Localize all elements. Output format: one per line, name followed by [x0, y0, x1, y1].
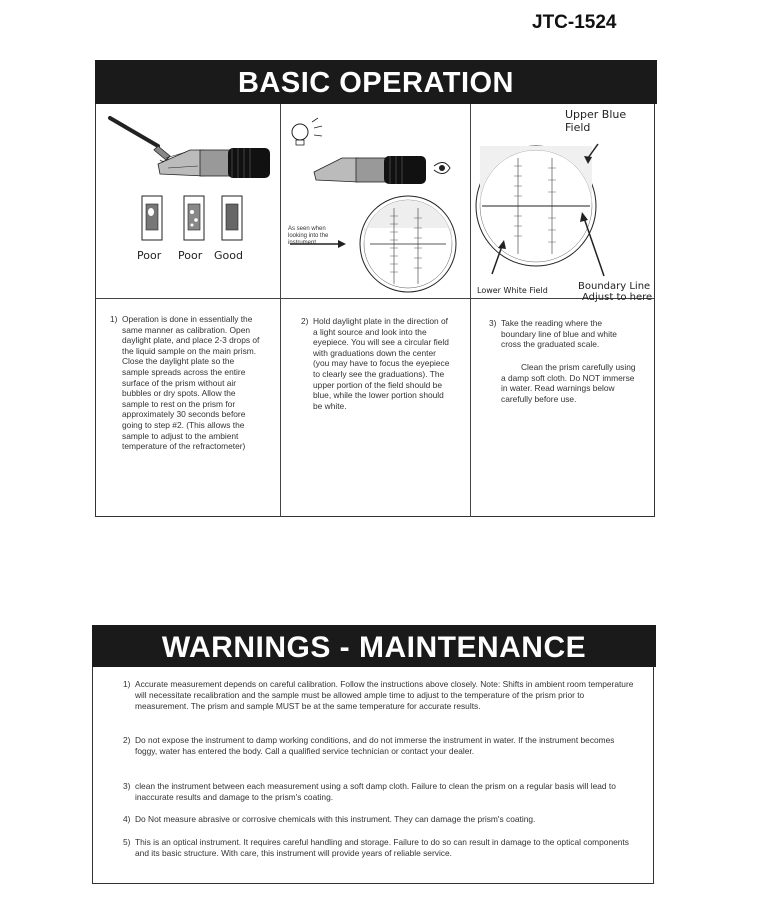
- step-1-text: Operation is done in essentially the same manner as calibration. Open daylight plate, and place 2-3 drops of the liquid sample on the main prism. Close the daylight plate so the sample spreads across the entire surface of the prism without air bubbles or dry spots. Allow the sample to rest on the prism for approximately 30 seconds before going to step #2. (This allows the sample to adjust to the ambient temperature of the refractometer): [122, 314, 260, 452]
- sample-label-poor-2: Poor: [178, 249, 203, 262]
- sample-label-poor-1: Poor: [137, 249, 162, 262]
- lower-field-label: Lower White Field: [477, 286, 548, 295]
- warning-3-text: clean the instrument between each measurement using a soft damp cloth. Failure to clean the prism on a regular basis will lead to inaccurate results and damage to the prism's coating.: [135, 781, 616, 802]
- grid-divider-1: [280, 104, 281, 517]
- sample-view-poor-1: [142, 196, 162, 240]
- warning-4-text: Do Not measure abrasive or corrosive chemicals with this instrument. They can damage the prism's coating.: [135, 814, 536, 824]
- step-3-number: 3): [489, 318, 497, 328]
- eye-icon: [434, 162, 450, 173]
- sample-application-illustration: [100, 108, 278, 294]
- dropper-icon: [110, 118, 170, 161]
- scale-view-small: [360, 196, 456, 292]
- basic-operation-title: BASIC OPERATION: [95, 60, 657, 104]
- step-3-cleaning: [501, 362, 639, 404]
- grid-divider-2: [470, 104, 471, 517]
- viewing-illustration: [282, 108, 468, 294]
- warning-5-number: 5): [123, 837, 131, 847]
- warning-2-number: 2): [123, 735, 131, 745]
- step-2-number: 2): [301, 316, 309, 326]
- grid-divider-row: [96, 298, 654, 299]
- warnings-title: WARNINGS - MAINTENANCE: [92, 625, 656, 667]
- warning-5-text: This is an optical instrument. It requires careful handling and storage. Failure to do so can result in damage to the optical components and its basic structure. With care, this instrument will provide years of reliable service.: [135, 837, 629, 858]
- sample-label-good: Good: [214, 249, 243, 262]
- basic-operation-grid: [95, 104, 655, 517]
- step-3: [489, 318, 639, 350]
- warning-1-text: Accurate measurement depends on careful calibration. Follow the instructions above closely. Note: Shifts in ambient room temperature will necessitate recalibration and the sample must be allowed ample time to adjust to the temperature of the prism prior to measurement. The prism and sample MUST be at the same temperature for accurate results.: [135, 679, 634, 711]
- view-note: As seen when looking into the instrument: [288, 226, 329, 246]
- step-3-text: Take the reading where the boundary line of blue and white cross the graduated scale.: [501, 318, 617, 350]
- step-1-number: 1): [110, 314, 118, 324]
- upper-field-label: Upper Blue Field: [565, 108, 627, 134]
- scale-view-large: [472, 106, 655, 296]
- warning-1: [123, 679, 635, 711]
- light-bulb-icon: [292, 118, 322, 145]
- step-3-cleaning-text: Clean the prism carefully using a damp soft cloth. Do NOT immerse in water. Read warnings below carefully before use.: [501, 362, 636, 404]
- warning-2-text: Do not expose the instrument to damp working conditions, and do not immerse the instrument in water. If the instrument becomes foggy, water has entered the body. Call a qualified service technician or contact your dealer.: [135, 735, 615, 756]
- sample-view-poor-2: [184, 196, 204, 240]
- step-1: [110, 314, 262, 452]
- step-2-text: Hold daylight plate in the direction of a light source and look into the eyepiece. You will see a circular field with graduations down the center (you may have to focus the eyepiece to clearly see the graduations). The upper portion of the field should be blue, while the lower portion should be white.: [313, 316, 450, 411]
- refractometer-icon: [158, 148, 270, 178]
- warning-3-number: 3): [123, 781, 131, 791]
- refractometer-icon: [314, 156, 426, 184]
- warnings-box: [92, 667, 654, 884]
- model-number: JTC-1524: [532, 12, 617, 33]
- warning-3: [123, 781, 635, 803]
- warning-1-number: 1): [123, 679, 131, 689]
- warning-4: [123, 814, 635, 825]
- adjust-label: Adjust to here: [582, 292, 653, 303]
- step-2: [301, 316, 453, 411]
- warning-4-number: 4): [123, 814, 131, 824]
- warning-2: [123, 735, 635, 757]
- boundary-line-label: Boundary Line: [578, 281, 651, 292]
- warning-5: [123, 837, 635, 859]
- sample-view-good: [222, 196, 242, 240]
